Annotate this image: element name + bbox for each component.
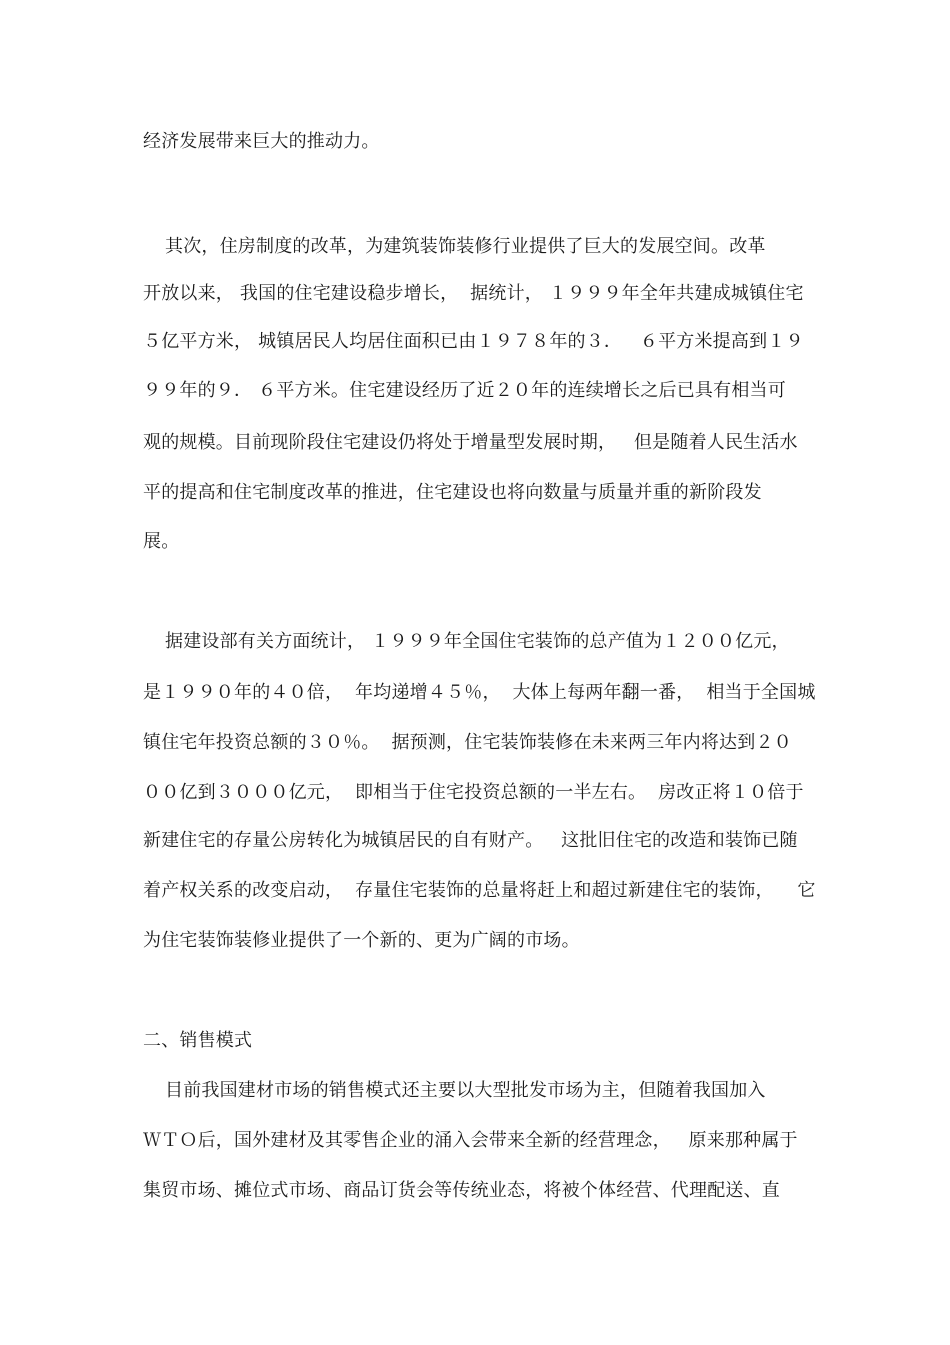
paragraph-line: 目前我国建材市场的销售模式还主要以大型批发市场为主，但随着我国加入: [165, 1080, 766, 1101]
paragraph-line: 开放以来， 我国的住宅建设稳步增长， 据统计， １９９９年全年共建成城镇住宅: [143, 283, 804, 304]
paragraph-line: 镇住宅年投资总额的３０％。 据预测，住宅装饰装修在未来两三年内将达到２０: [143, 732, 792, 753]
paragraph-line: 其次，住房制度的改革，为建筑装饰装修行业提供了巨大的发展空间。改革: [165, 236, 766, 257]
paragraph-line: 经济发展带来巨大的推动力。: [143, 131, 380, 152]
paragraph-line: ＷＴＯ后，国外建材及其零售企业的涌入会带来全新的经营理念， 原来那种属于: [143, 1130, 798, 1151]
section-heading: 二、销售模式: [143, 1030, 253, 1051]
paragraph-line: 展。: [143, 531, 180, 552]
paragraph-line: 观的规模。目前现阶段住宅建设仍将处于增量型发展时期， 但是随着人民生活水: [143, 432, 798, 453]
paragraph-line: 集贸市场、摊位式市场、商品订货会等传统业态，将被个体经营、代理配送、直: [143, 1180, 780, 1201]
paragraph-line: 平的提高和住宅制度改革的推进，住宅建设也将向数量与质量并重的新阶段发: [143, 482, 762, 503]
paragraph-line: 新建住宅的存量公房转化为城镇居民的自有财产。 这批旧住宅的改造和装饰已随: [143, 830, 798, 851]
paragraph-line: ９９年的９． ６平方米。住宅建设经历了近２０年的连续增长之后已具有相当可: [143, 380, 786, 401]
paragraph-line: ５亿平方米， 城镇居民人均居住面积已由１９７８年的３． ６平方米提高到１９: [143, 331, 804, 352]
paragraph-line: 为住宅装饰装修业提供了一个新的、更为广阔的市场。: [143, 930, 580, 951]
paragraph-line: ００亿到３０００亿元， 即相当于住宅投资总额的一半左右。 房改正将１０倍于: [143, 782, 804, 803]
paragraph-line: 着产权关系的改变启动， 存量住宅装饰的总量将赶上和超过新建住宅的装饰， 它: [143, 880, 816, 901]
paragraph-line: 是１９９０年的４０倍， 年均递增４５％， 大体上每两年翻一番， 相当于全国城: [143, 682, 816, 703]
paragraph-line: 据建设部有关方面统计， １９９９年全国住宅装饰的总产值为１２００亿元，: [165, 631, 790, 652]
